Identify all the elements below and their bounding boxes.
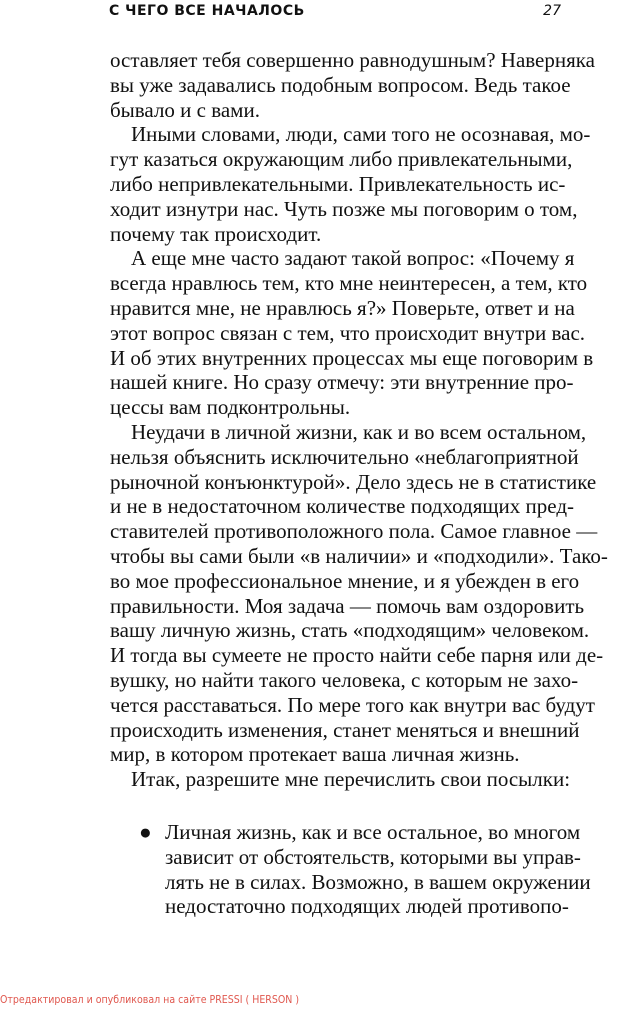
body-text — [110, 48, 620, 919]
text-line: либо непривлекательными. Привлекательность ис- — [110, 171, 566, 196]
text-line: нашей книге. Но сразу отмечу: эти внутренние про- — [110, 370, 574, 395]
text-line: нельзя объяснить исключительно «неблагоприятной — [110, 444, 579, 469]
text-line: цессы вам подконтрольны. — [110, 395, 351, 420]
text-line: гут казаться окружающим либо привлекательными, — [110, 147, 573, 172]
text-line: оставляет тебя совершенно равнодушным? Наверняка — [110, 48, 595, 72]
page-header — [109, 1, 561, 23]
paragraph — [110, 420, 620, 767]
bullet-icon: ● — [139, 819, 152, 844]
text-line: нравится мне, не нравлюсь я?» Поверьте, ответ и на — [110, 295, 575, 320]
text-line: этот вопрос связан с тем, что происходит внутри вас. — [110, 320, 586, 345]
text-line: и не в недостаточном количестве подходящих пред- — [110, 494, 574, 519]
publisher-note: Отредактировал и опубликовал на сайте PRESSI ( HERSON ) — [0, 994, 300, 1006]
bullet-text — [110, 820, 620, 919]
text-line: И тогда вы сумеете не просто найти себе парня или де- — [110, 643, 604, 668]
text-line: вы уже задавались подобным вопросом. Ведь такое — [110, 72, 571, 97]
text-line: Иными словами, люди, сами того не осознавая, мо- — [131, 122, 591, 147]
text-line: во мое профессиональное мнение, и я убежден в его — [110, 568, 580, 593]
text-line: вушку, но найти такого человека, с которым не захо- — [110, 667, 579, 692]
text-line: чтобы вы сами были «в наличии» и «подходили». Тако- — [110, 543, 608, 568]
text-line: ходит изнутри нас. Чуть позже мы поговорим о том, — [110, 196, 578, 221]
paragraph — [110, 246, 620, 420]
bullet-list-item — [110, 820, 620, 919]
text-line: рыночной конъюнктурой». Дело здесь не в статистике — [110, 469, 597, 494]
text-line: происходить изменения, станет меняться и внешний — [110, 717, 580, 742]
text-line: Итак, разрешите мне перечислить свои посылки: — [131, 767, 571, 792]
running-head: С ЧЕГО ВСЕ НАЧАЛОСЬ — [109, 3, 305, 19]
text-line: зависит от обстоятельств, которыми вы управ- — [165, 844, 581, 869]
paragraph — [110, 48, 620, 122]
text-line: лять не в силах. Возможно, в вашем окружении — [165, 869, 591, 894]
text-line: Неудачи в личной жизни, как и во всем остальном, — [131, 419, 587, 444]
paragraph — [110, 767, 620, 792]
text-line: правильности. Моя задача — помочь вам оздоровить — [110, 593, 585, 618]
text-line: мир, в котором протекает ваша личная жизнь. — [110, 742, 520, 767]
text-line: ставителей противоположного пола. Самое главное — — [110, 519, 598, 544]
text-line: А еще мне часто задают такой вопрос: «Почему я — [131, 246, 575, 271]
text-line: недостаточно подходящих людей противопо- — [165, 894, 569, 919]
text-line: Личная жизнь, как и все остальное, во многом — [165, 819, 581, 844]
page-number: 27 — [543, 3, 561, 19]
paragraph — [110, 122, 620, 246]
text-line: И об этих внутренних процессах мы еще поговорим в — [110, 345, 594, 370]
text-line: чется расставаться. По мере того как внутри вас будут — [110, 692, 595, 717]
text-line: вашу личную жизнь, стать «подходящим» человеком. — [110, 618, 590, 643]
text-line: бывало и с вами. — [110, 97, 260, 122]
text-line: почему так происходит. — [110, 221, 322, 246]
text-line: всегда нравлюсь тем, кто мне неинтересен, а тем, кто — [110, 271, 588, 296]
